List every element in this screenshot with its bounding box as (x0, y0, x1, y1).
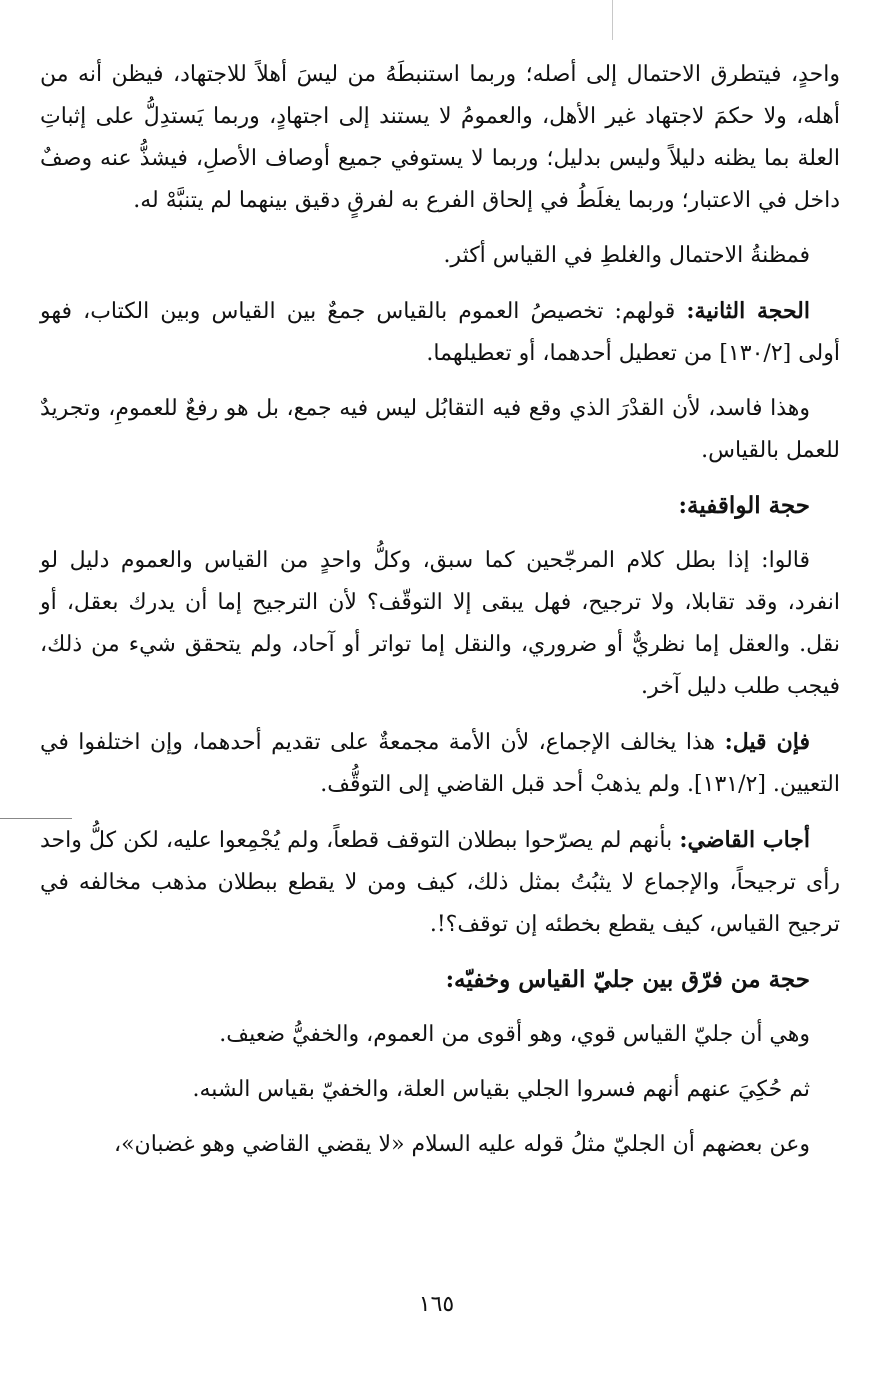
section-heading-waqifiyya: حجة الواقفية: (678, 492, 810, 519)
page-number: ١٦٥ (418, 1292, 455, 1317)
page-body (40, 54, 840, 1179)
paragraph-4 (40, 388, 840, 472)
paragraph-8-text: وهي أن جليّ القياس قوي، وهو أقوى من العموم، والخفيُّ ضعيف. (219, 1022, 810, 1047)
paragraph-1 (40, 54, 840, 222)
section-heading-jaliyy-khafiyy: حجة من فرّق بين جليّ القياس وخفيّه: (445, 966, 810, 993)
paragraph-3 (40, 290, 840, 375)
paragraph-2 (40, 235, 840, 277)
paragraph-6 (40, 721, 840, 806)
paragraph-1-text: واحدٍ، فيتطرق الاحتمال إلى أصله؛ وربما استنبطَهُ من ليسَ أهلاً للاجتهاد، فيظن أنه من أهله، ولا حكمَ لاجتهاد غير الأهل، والعمومُ لا يستند إلى اجتهادٍ، وربما يَستدِلُّ على إثباتِ العلة بما يظنه دليلاً وليس بدليل؛ وربما لا يستوفي جميع أوصاف الأصلِ، فيشذُّ عنه وصفٌ داخل في الاعتبار؛ وربما يغلَطُ في إلحاق الفرع به لفرقٍ دقيق بينهما لم يتنبَّهْ له. (40, 62, 840, 213)
paragraph-3-lead: الحجة الثانية: (686, 298, 810, 324)
paragraph-6-lead: فإن قيل: (724, 729, 810, 755)
paragraph-9 (40, 1069, 840, 1111)
binding-rule (612, 0, 613, 40)
paragraph-4-text: وهذا فاسد، لأن القدْرَ الذي وقع فيه التقابُل ليس فيه جمع، بل هو رفعٌ للعمومِ، وتجريدٌ للعمل بالقياس. (40, 396, 840, 463)
paragraph-5-text: قالوا: إذا بطل كلام المرجّحين كما سبق، وكلُّ واحدٍ من القياس والعموم دليل لو انفرد، وقد تقابلا، ولا ترجيح، فهل يبقى إلا التوقّف؟ لأن الترجيح إما أن يدرك بعقل، أو نقل. والعقل إما نظريٌّ أو ضروري، والنقل إما تواتر أو آحاد، ولم يتحقق شيء من ذلك، فيجب طلب دليل آخر. (40, 548, 840, 699)
paragraph-9-text: ثم حُكِيَ عنهم أنهم فسروا الجلي بقياس العلة، والخفيّ بقياس الشبه. (192, 1077, 810, 1102)
paragraph-7-text: بأنهم لم يصرّحوا ببطلان التوقف قطعاً، ولم يُجْمِعوا عليه، لكن كلُّ واحد رأى ترجيحاً، والإجماع لا يثبُتُ بمثل ذلك، كيف ومن لا يقطع ببطلان مذهب مخالفه في ترجيح القياس، كيف يقطع بخطئه إن توقف؟!. (40, 828, 840, 937)
paragraph-3-text: قولهم: تخصيصُ العموم بالقياس جمعٌ بين القياس وبين الكتاب، فهو أولى [١٣٠/٢] من تعطيل أحدهما، أو تعطيلهما. (40, 299, 840, 366)
paragraph-2-text: فمظنةُ الاحتمال والغلطِ في القياس أكثر. (443, 243, 810, 268)
paragraph-7-lead: أجاب القاضي: (679, 827, 810, 853)
paragraph-6-text: هذا يخالف الإجماع، لأن الأمة مجمعةٌ على تقديم أحدهما، وإن اختلفوا في التعيين. [١٣١/٢]. ولم يذهبْ أحد قبل القاضي إلى التوقُّف. (40, 730, 840, 797)
paragraph-5 (40, 540, 840, 708)
paragraph-10-text: وعن بعضهم أن الجليّ مثلُ قوله عليه السلام «لا يقضي القاضي وهو غضبان»، (114, 1132, 810, 1157)
paragraph-8 (40, 1014, 840, 1056)
paragraph-7 (40, 819, 840, 946)
paragraph-10 (40, 1124, 840, 1166)
